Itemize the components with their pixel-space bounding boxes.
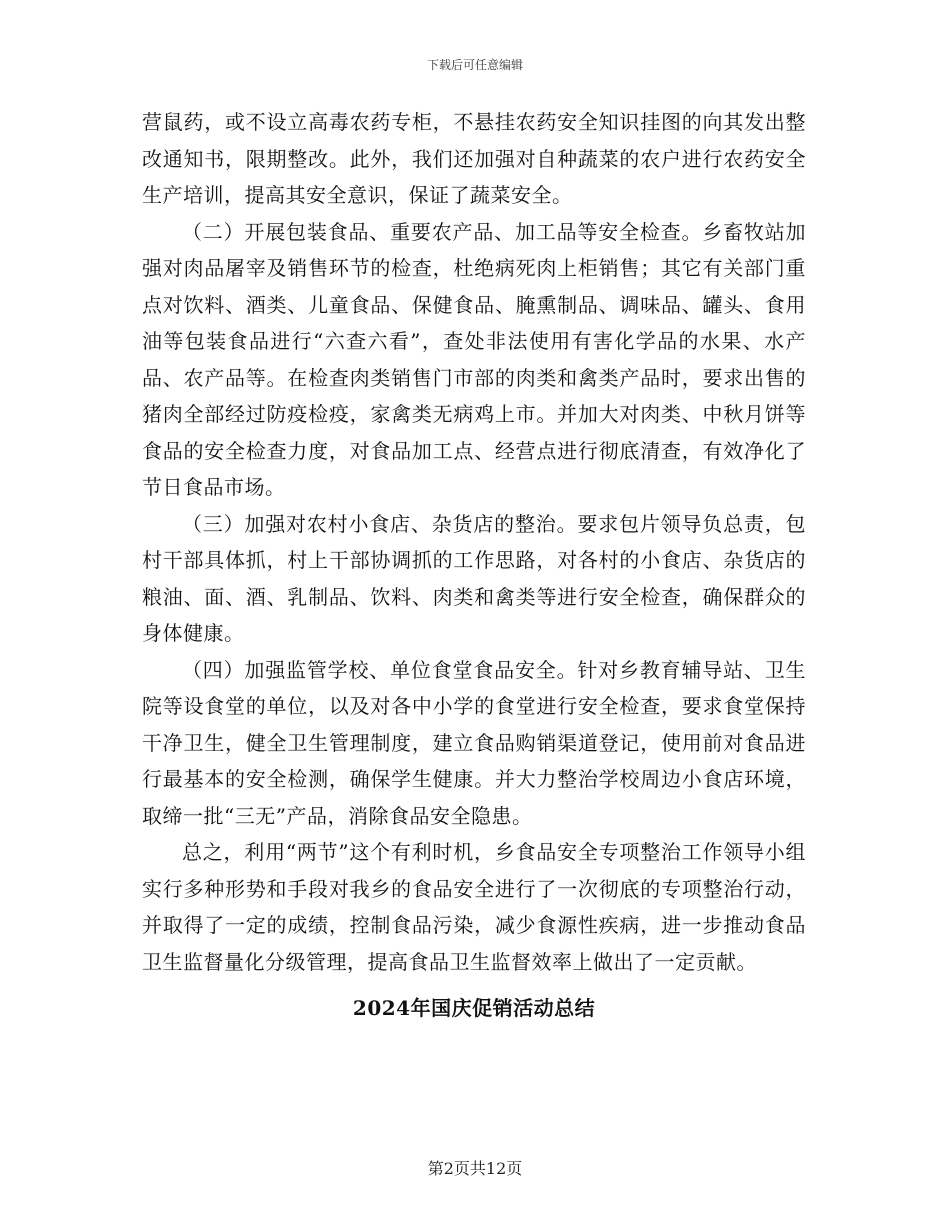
paragraph-section-4: （四）加强监管学校、单位食堂食品安全。针对乡教育辅导站、卫生院等设食堂的单位，以及对各中小学的食堂进行安全检查，要求食堂保持干净卫生，健全卫生管理制度，建立食品购销渠道登记，使用前对食品进行最基本的安全检测，确保学生健康。并大力整治学校周边小食店环境，取缔一批“三无”产品，消除食品安全隐患。 [142,657,806,828]
page-number: 第2页共12页 [427,1159,523,1178]
paragraph-summary: 总之，利用“两节”这个有利时机，乡食品安全专项整治工作领导小组实行多种形势和手段对我乡的食品安全进行了一次彻底的专项整治行动，并取得了一定的成绩，控制食品污染，减少食源性疾病，进一步推动食品卫生监督量化分级管理，提高食品卫生监督效率上做出了一定贡献。 [142,840,806,974]
next-document-title: 2024年国庆促销活动总结 [352,996,596,1020]
paragraph-section-2: （二）开展包装食品、重要农产品、加工品等安全检查。乡畜牧站加强对肉品屠宰及销售环节的检查，杜绝病死肉上柜销售；其它有关部门重点对饮料、酒类、儿童食品、保健食品、腌熏制品、调味品、罐头、食用油等包装食品进行“六查六看”，查处非法使用有害化学品的水果、水产品、农产品等。在检查肉类销售门市部的肉类和禽类产品时，要求出售的猪肉全部经过防疫检疫，家禽类无病鸡上市。并加大对肉类、中秋月饼等食品的安全检查力度，对食品加工点、经营点进行彻底清查，有效净化了节日食品市场。 [142,219,806,499]
paragraph-section-3: （三）加强对农村小食店、杂货店的整治。要求包片领导负总责，包村干部具体抓，村上干部协调抓的工作思路，对各村的小食店、杂货店的粮油、面、酒、乳制品、饮料、肉类和禽类等进行安全检查，确保群众的身体健康。 [142,511,806,645]
body-text [142,104,806,1026]
paragraph-continued: 营鼠药，或不设立高毒农药专柜，不悬挂农药安全知识挂图的向其发出整改通知书，限期整改。此外，我们还加强对自种蔬菜的农户进行农药安全生产培训，提高其安全意识，保证了蔬菜安全。 [142,110,806,207]
header-note: 下载后可任意编辑 [426,58,523,72]
